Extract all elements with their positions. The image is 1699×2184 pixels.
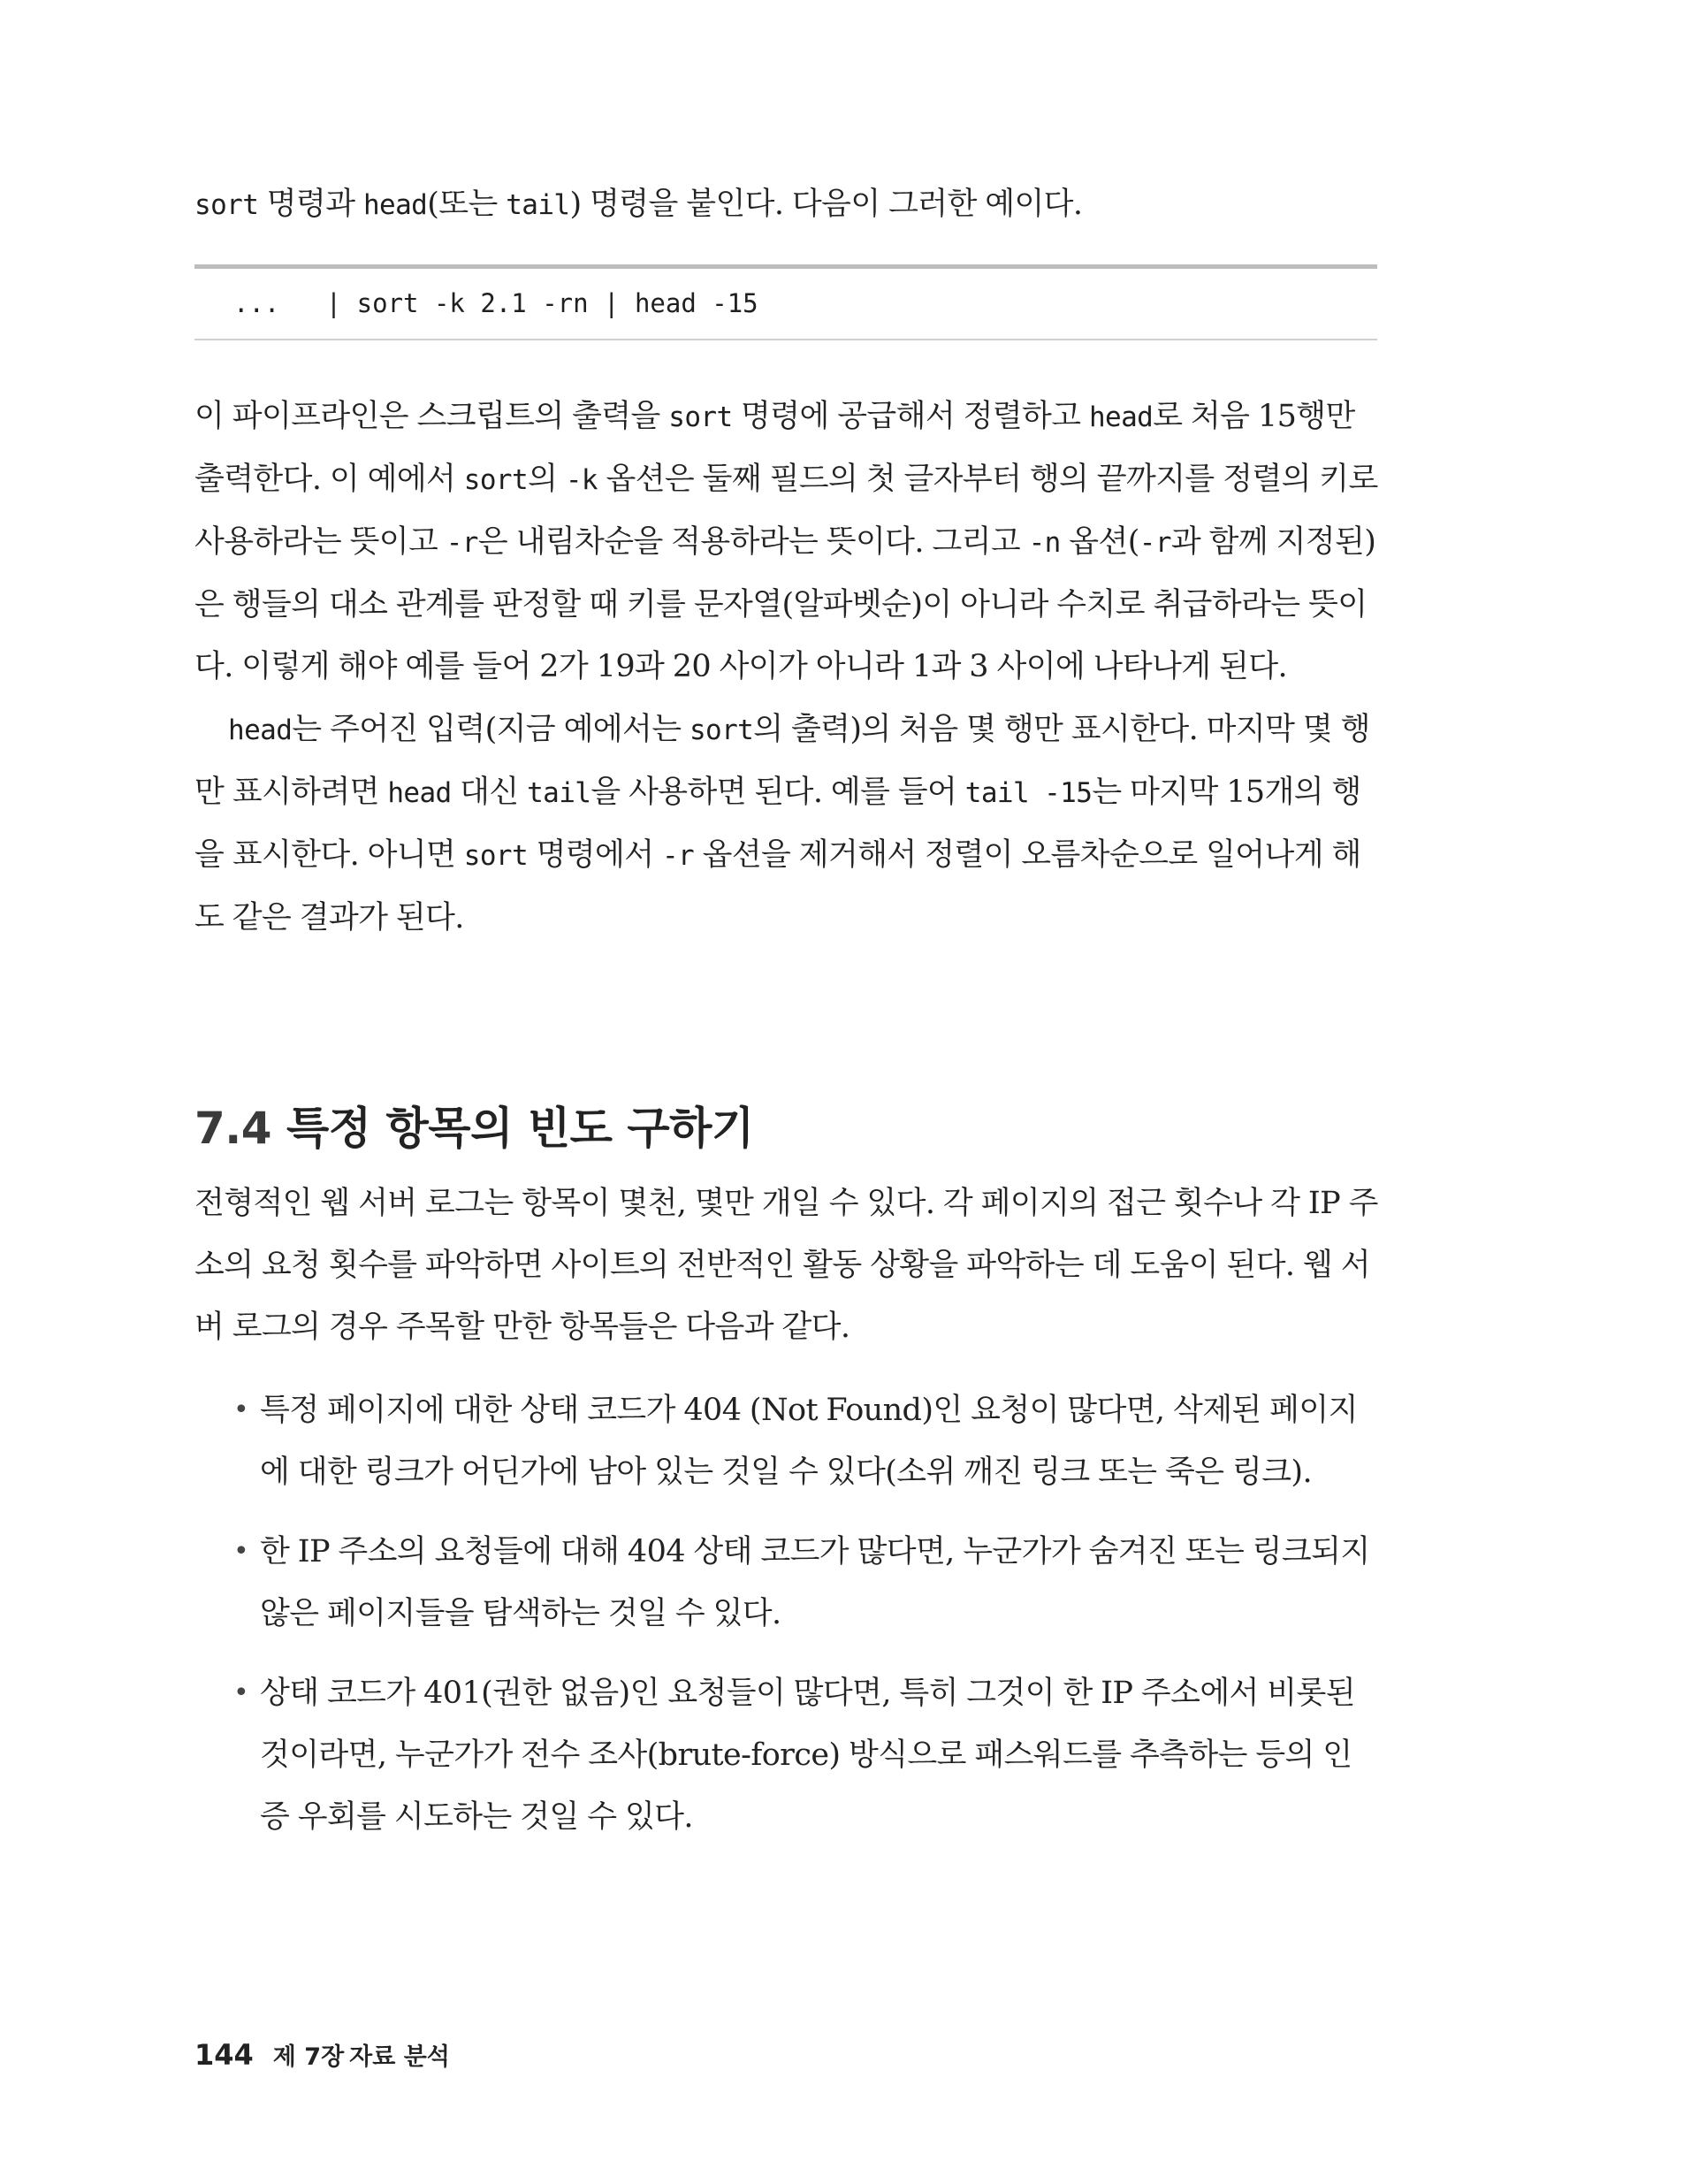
text-run: 명령에 공급해서 정렬하고 [732,399,1089,434]
text-run: 명령에서 [528,837,662,873]
inline-code: head [1088,401,1154,433]
page-footer [194,2037,450,2072]
text-run: 옵션은 둘째 필드의 첫 글자부터 행의 끝까지를 정렬의 키로 사용하라는 뜻이고 [194,462,1378,560]
text-run: 의 [528,462,566,497]
bullet-list [194,1379,1381,1866]
inline-code: sort [689,714,754,746]
list-item [194,1379,1381,1503]
text-run: 로 처음 15행만 출력한다. 이 예에서 [194,399,1355,497]
list-item-text: 상태 코드가 401(권한 없음)인 요청들이 많다면, 특히 그것이 한 IP 주소에서 비롯된 것이라면, 누군가가 전수 조사(brute-force) 방식으로 패스워드를 추측하는 등의 인증 우회를 시도하는 것일 수 있다. [260,1676,1355,1835]
text-run: 은 내림차순을 적용하라는 뜻이다. 그리고 [477,524,1029,560]
inline-code: sort [668,401,733,433]
code-tail: tail [506,189,570,221]
text-run: (또는 [427,187,507,222]
text-run: 의 출력)의 처음 몇 행만 표시한다. 마지막 몇 행만 표시하려면 [194,712,1370,810]
code-block [194,264,1377,340]
section-number: 7.4 [194,1103,272,1154]
text-run: 명령과 [258,187,363,222]
bullet-icon: • [233,1677,249,1708]
bullet-icon: • [233,1536,249,1567]
inline-code: -r [1139,527,1171,559]
paragraph-head-tail [194,699,1381,949]
inline-code: -n [1028,527,1061,559]
list-item-text: 특정 페이지에 대한 상태 코드가 404 (Not Found)인 요청이 많다면, 삭제된 페이지에 대한 링크가 어딘가에 남아 있는 것일 수 있다(소위 깨진 링크 또는 죽은 링크). [260,1393,1358,1490]
text-run: 는 마지막 15개의 행을 표시한다. 아니면 [194,775,1361,873]
chapter-title: 자료 분석 [349,2043,450,2071]
text-run: 옵션을 제거해서 정렬이 오름차순으로 일어나게 해도 같은 결과가 된다. [194,837,1361,935]
code-line: ... | sort -k 2.1 -rn | head -15 [233,288,758,318]
inline-code: -k [565,464,598,496]
inline-code: sort [463,464,529,496]
text-run: 이 파이프라인은 스크립트의 출력을 [194,399,669,434]
list-item [194,1662,1381,1848]
section-heading [194,1093,754,1157]
text-run: 옵션( [1060,524,1139,560]
intro-paragraph [194,173,1381,236]
inline-code: -r [661,840,695,872]
inline-code: head [387,777,452,809]
code-sort: sort [194,189,259,221]
inline-code: tail [527,777,591,809]
bullet-icon: • [233,1394,249,1425]
list-item-text: 한 IP 주소의 요청들에 대해 404 상태 코드가 많다면, 누군가가 숨겨진 또는 링크되지 않은 페이지들을 탐색하는 것일 수 있다. [260,1534,1370,1631]
inline-code: -r [446,527,478,559]
inline-code: head [228,714,293,746]
text-run: 을 사용하면 된다. 예를 들어 [590,775,965,810]
paragraph-log-overview: 전형적인 웹 서버 로그는 항목이 몇천, 몇만 개일 수 있다. 각 페이지의 접근 횟수나 각 IP 주소의 요청 횟수를 파악하면 사이트의 전반적인 활동 상황을 파악하는 데 도움이 된다. 웹 서버 로그의 경우 주목할 만한 항목들은 다음과 같다. [194,1186,1378,1345]
section-title: 특정 항목의 빈도 구하기 [286,1103,754,1154]
inline-code: sort [463,840,529,872]
text-run: ) 명령을 붙인다. 다음이 그러한 예이다. [569,187,1083,222]
paragraph-pipeline-explanation [194,386,1381,698]
text-run: 는 주어진 입력(지금 예에서는 [292,712,690,747]
list-item [194,1521,1381,1645]
text-run: 과 함께 지정된)은 행들의 대소 관계를 판정할 때 키를 문자열(알파벳순)이 아니라 수치로 취급하라는 뜻이다. 이렇게 해야 예를 들어 2가 19과 20 사이가 아니라 1과 3 사이에 나타나게 된다. [194,524,1376,684]
text-run: 대신 [451,775,528,810]
page-number: 144 [194,2038,254,2072]
chapter-label: 제 7장 [272,2043,345,2071]
code-head: head [362,189,428,221]
inline-code: tail -15 [964,777,1093,809]
